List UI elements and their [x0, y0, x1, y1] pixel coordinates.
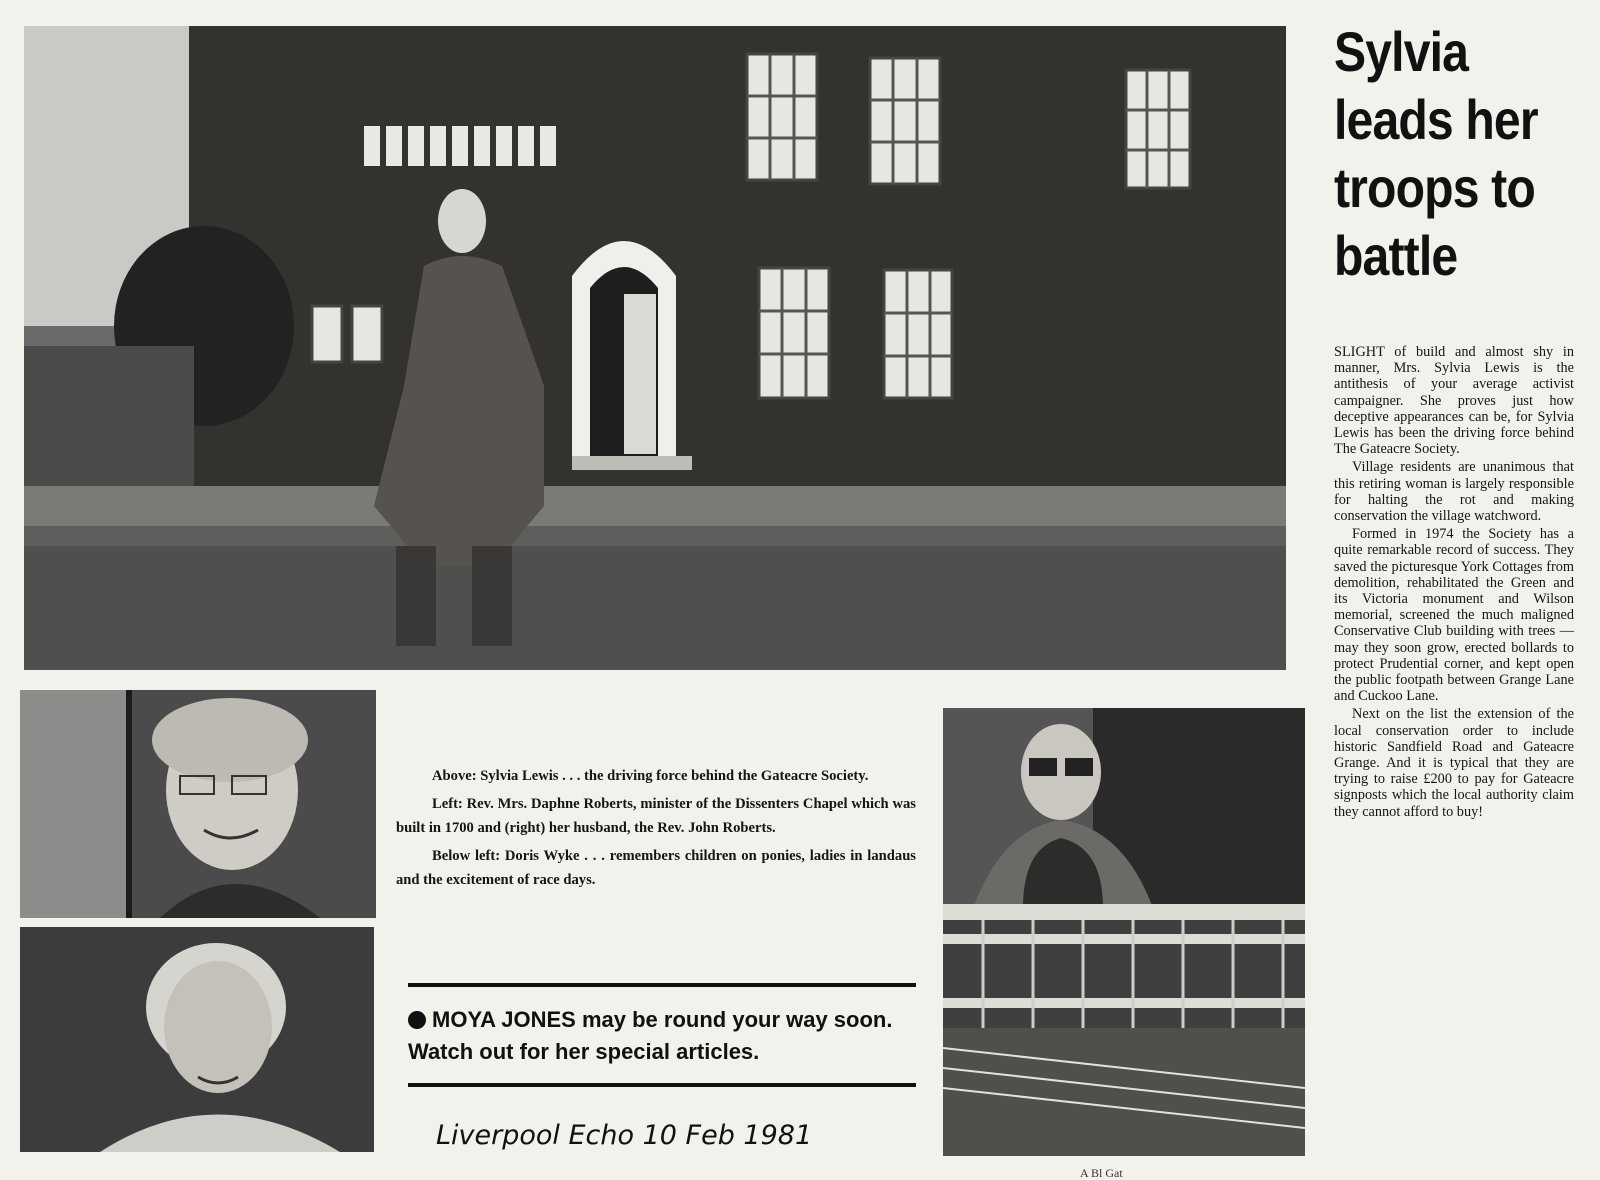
promo-name: MOYA JONES: [432, 1007, 576, 1032]
headline: [1334, 18, 1558, 290]
headline-line: Sylvia: [1334, 20, 1469, 83]
article-body: [1334, 344, 1574, 822]
promo-box: [408, 1004, 916, 1068]
promo-bottom-rule: [408, 1083, 916, 1087]
article-paragraph: SLIGHT of build and almost shy in manner, Mrs. Sylvia Lewis is the antithesis of your average activist campaigner. She proves just how deceptive appearances can be, for Sylvia Lewis has been the driving force behind The Gateacre Society.: [1334, 344, 1574, 458]
headline-line: leads her: [1334, 88, 1538, 151]
photo-john-roberts: [943, 708, 1305, 1156]
portrait-illustration: [20, 927, 374, 1152]
promo-text: may be round your way soon. Watch out for her special articles.: [408, 1007, 893, 1064]
portrait-illustration: [20, 690, 376, 918]
source-citation: Liverpool Echo 10 Feb 1981: [436, 1120, 813, 1151]
article-paragraph: Village residents are unanimous that this retiring woman is largely responsible for halting the rot and making conservation the village watchword.: [1334, 459, 1574, 525]
headline-line: troops to: [1334, 156, 1535, 219]
house-photo-illustration: [24, 26, 1286, 670]
photo-doris-wyke: [20, 927, 374, 1152]
photo-captions: [396, 764, 916, 896]
caption-below-left: Below left: Doris Wyke . . . remembers children on ponies, ladies in landaus and the excitement of race days.: [396, 848, 916, 888]
article-paragraph: Next on the list the extension of the local conservation order to include historic Sandfield Road and Gateacre Grange. And it is typical that they are trying to raise £200 to pay for Gateacre signposts which the local authority claim they cannot afford to buy!: [1334, 706, 1574, 820]
caption-left: Left: Rev. Mrs. Daphne Roberts, minister of the Dissenters Chapel which was built in 1700 and (right) her husband, the Rev. John Roberts.: [396, 796, 916, 836]
caption-above: Above: Sylvia Lewis . . . the driving force behind the Gateacre Society.: [432, 768, 869, 784]
article-paragraph: Formed in 1974 the Society has a quite remarkable record of success. They saved the picturesque York Cottages from demolition, rehabilitated the Green and its Victoria monument and Wilson memorial, screened the much maligned Conservative Club building with trees — may they soon grow, erected bollards to protect Prudential corner, and kept open the public footpath between Grange Lane and Cuckoo Lane.: [1334, 526, 1574, 705]
main-photo-sylvia-lewis: [24, 26, 1286, 670]
headline-line: battle: [1334, 224, 1458, 287]
bullet-icon: [408, 1011, 426, 1029]
cut-off-footer-text: A Bl Gat: [1080, 1166, 1123, 1180]
loom-photo-illustration: [943, 708, 1305, 1156]
photo-daphne-roberts: [20, 690, 376, 918]
promo-top-rule: [408, 983, 916, 987]
